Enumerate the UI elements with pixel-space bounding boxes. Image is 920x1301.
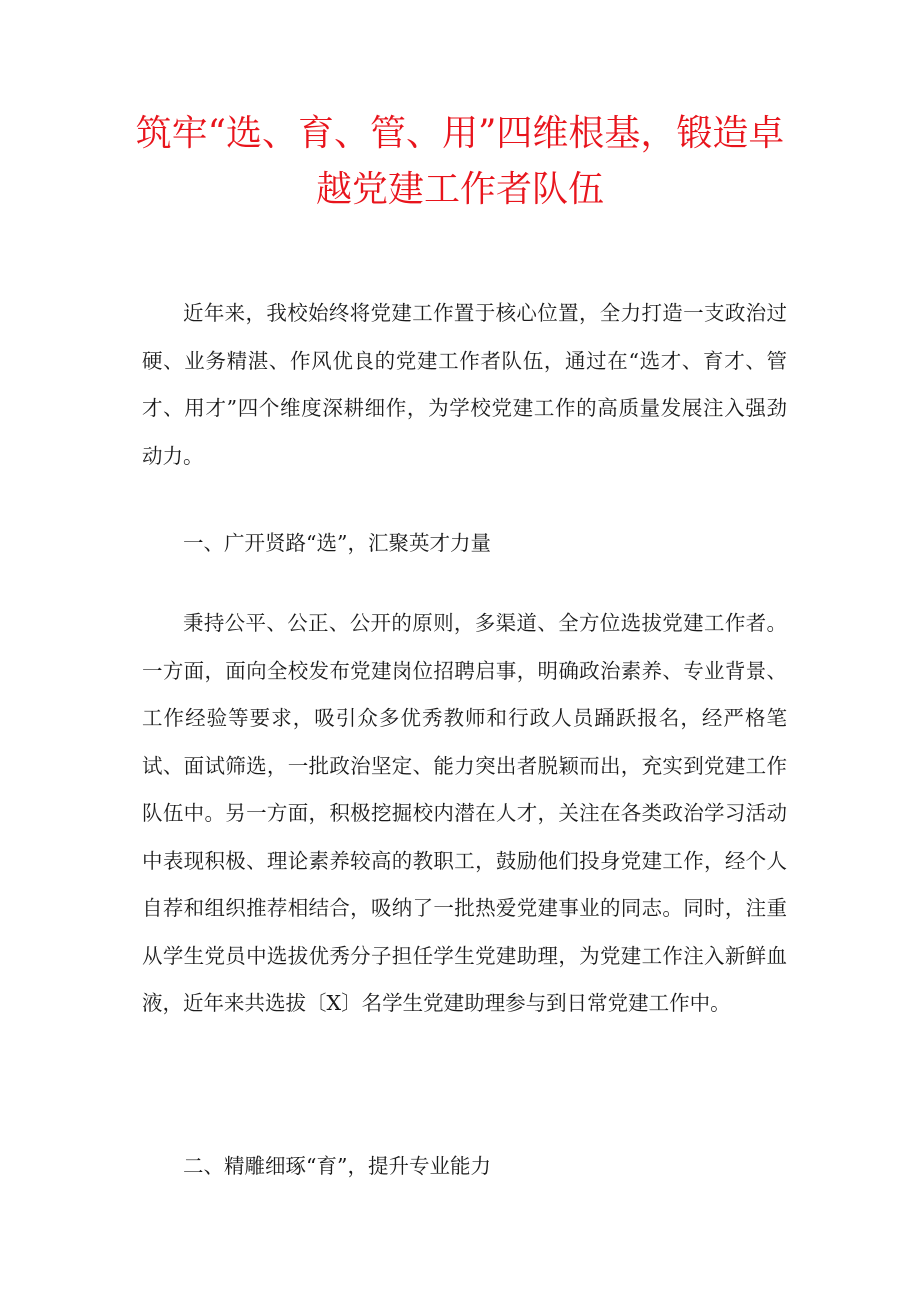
section-heading-1: 一、广开贤路“选”，汇聚英才力量	[183, 531, 491, 555]
intro-paragraph: 近年来，我校始终将党建工作置于核心位置，全力打造一支政治过硬、业务精湛、作风优良的党建工作者队伍，通过在“选才、育才、管才、用才”四个维度深耕细作，为学校党建工作的高质量发展注入强劲动力。	[142, 301, 787, 468]
document-title: 筑牢“选、育、管、用”四维根基，锻造卓越党建工作者队伍	[135, 113, 785, 210]
section-heading-2: 二、精雕细琢“育”，提升专业能力	[183, 1154, 491, 1178]
section-paragraph-1: 秉持公平、公正、公开的原则，多渠道、全方位选拔党建工作者。一方面，面向全校发布党建岗位招聘启事，明确政治素养、专业背景、工作经验等要求，吸引众多优秀教师和行政人员踊跃报名，经严格笔试、面试筛选，一批政治坚定、能力突出者脱颖而出，充实到党建工作队伍中。另一方面，积极挖掘校内潜在人才，关注在各类政治学习活动中表现积极、理论素养较高的教职工，鼓励他们投身党建工作，经个人自荐和组织推荐相结合，吸纳了一批热爱党建事业的同志。同时，注重从学生党员中选拔优秀分子担任学生党建助理，为党建工作注入新鲜血液，近年来共选拔〔X〕名学生党建助理参与到日常党建工作中。	[142, 611, 787, 1015]
